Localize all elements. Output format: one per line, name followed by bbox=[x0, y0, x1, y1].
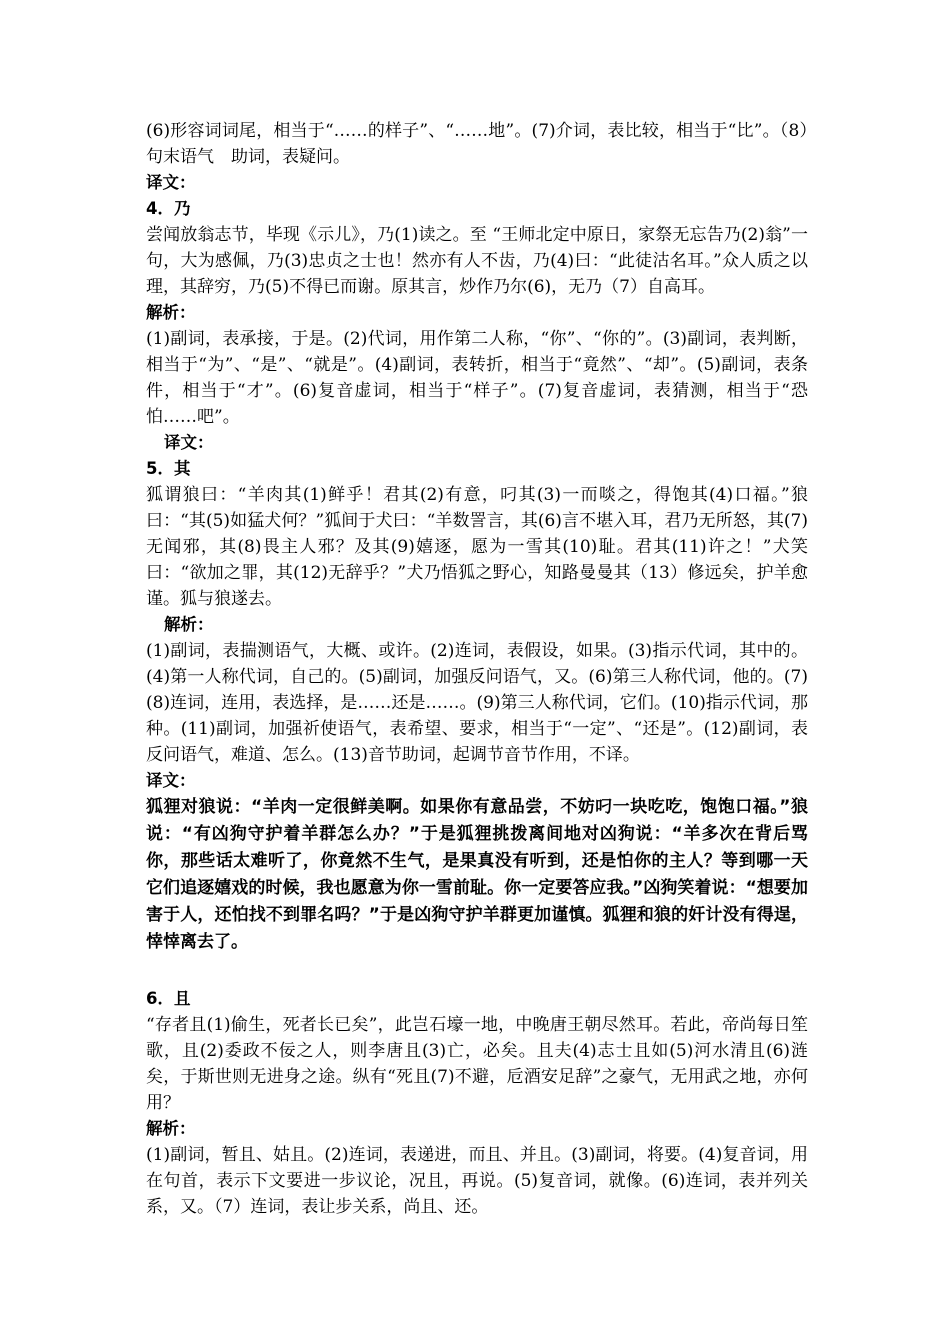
translation-label: 译文： bbox=[146, 173, 196, 192]
analysis-label: 解析： bbox=[146, 303, 196, 322]
analysis-paragraph: (6)形容词词尾，相当于“……的样子”、“……地”。(7)介词，表比较，相当于“比”。（8）句末语气 助词，表疑问。 bbox=[146, 121, 808, 167]
analysis-label: 解析： bbox=[146, 1119, 196, 1138]
section-heading: 6．且 bbox=[146, 989, 191, 1008]
translation-paragraph: 狐狸对狼说：“羊肉一定很鲜美啊。如果你有意品尝，不妨叼一块吃吃，饱饱口福。”狼说：“有凶狗守护着羊群怎么办？”于是狐狸挑拨离间地对凶狗说：“羊多次在背后骂你，那些话太难听了，你竟然不生气，是果真没有听到，还是怕你的主人？等到哪一天它们追逐嬉戏的时候，我也愿意为你一雪前耻。你一定要答应我。”凶狗笑着说：“想要加害于人，还怕找不到罪名吗？”于是凶狗守护羊群更加谨慎。狐狸和狼的奸计没有得逞，悻悻离去了。 bbox=[146, 797, 808, 952]
document-page bbox=[146, 118, 808, 1220]
analysis-paragraph: (1)副词，暂且、姑且。(2)连词，表递进，而且、并且。(3)副词，将要。(4)复音词，用在句首，表示下文要进一步议论，况且，再说。(5)复音词，就像。(6)连词，表并列关系，又。（7）连词，表让步关系，尚且、还。 bbox=[146, 1145, 808, 1217]
passage-text: “存者且(1)偷生，死者长已矣”，此岂石壕一地，中晚唐王朝尽然耳。若此，帝尚每日笙歌，且(2)委政不佞之人，则李唐且(3)亡，必矣。且夫(4)志士且如(5)河水清且(6)涟矣，于斯世则无进身之途。纵有“死且(7)不避，卮酒安足辞”之豪气，无用武之地，亦何用？ bbox=[146, 1015, 808, 1113]
spacer bbox=[146, 956, 808, 986]
analysis-paragraph: (1)副词，表揣测语气，大概、或许。(2)连词，表假设，如果。(3)指示代词，其中的。(4)第一人称代词，自己的。(5)副词，加强反问语气，又。(6)第三人称代词，他的。(7)(8)连词，连用，表选择，是……还是……。(9)第三人称代词，它们。(10)指示代词，那种。(11)副词，加强祈使语气，表希望、要求，相当于“一定”、“还是”。(12)副词，表反问语气，难道、怎么。(13)音节助词，起调节音节作用，不译。 bbox=[146, 641, 808, 765]
analysis-paragraph: (1)副词，表承接，于是。(2)代词，用作第二人称，“你”、“你的”。(3)副词，表判断，相当于“为”、“是”、“就是”。(4)副词，表转折，相当于“竟然”、“却”。(5)副词，表条件，相当于“才”。(6)复音虚词，相当于“样子”。(7)复音虚词，表猜测，相当于“恐怕……吧”。 bbox=[146, 329, 808, 427]
section-heading: 4．乃 bbox=[146, 199, 191, 218]
passage-text: 尝闻放翁志节，毕现《示儿》，乃(1)读之。至 “王师北定中原日，家祭无忘告乃(2)翁”一句，大为感佩，乃(3)忠贞之士也！然亦有人不齿，乃(4)曰：“此徒沽名耳。”众人质之以理，其辞穷，乃(5)不得已而谢。原其言，炒作乃尔(6)，无乃（7）自高耳。 bbox=[146, 225, 808, 297]
translation-label: 译文： bbox=[164, 433, 214, 452]
analysis-label: 解析： bbox=[164, 615, 214, 634]
passage-text: 狐谓狼曰：“羊肉其(1)鲜乎！君其(2)有意，叼其(3)一而啖之，得饱其(4)口福。”狼曰：“其(5)如猛犬何？”狐间于犬曰：“羊数詈言，其(6)言不堪入耳，君乃无所怒，其(7)无闻邪，其(8)畏主人邪？及其(9)嬉逐，愿为一雪其(10)耻。君其(11)许之！”犬笑曰：“欲加之罪，其(12)无辞乎？”犬乃悟狐之野心，知路曼曼其（13）修远矣，护羊愈谨。狐与狼遂去。 bbox=[146, 485, 808, 609]
section-heading: 5．其 bbox=[146, 459, 191, 478]
translation-label: 译文： bbox=[146, 771, 196, 790]
